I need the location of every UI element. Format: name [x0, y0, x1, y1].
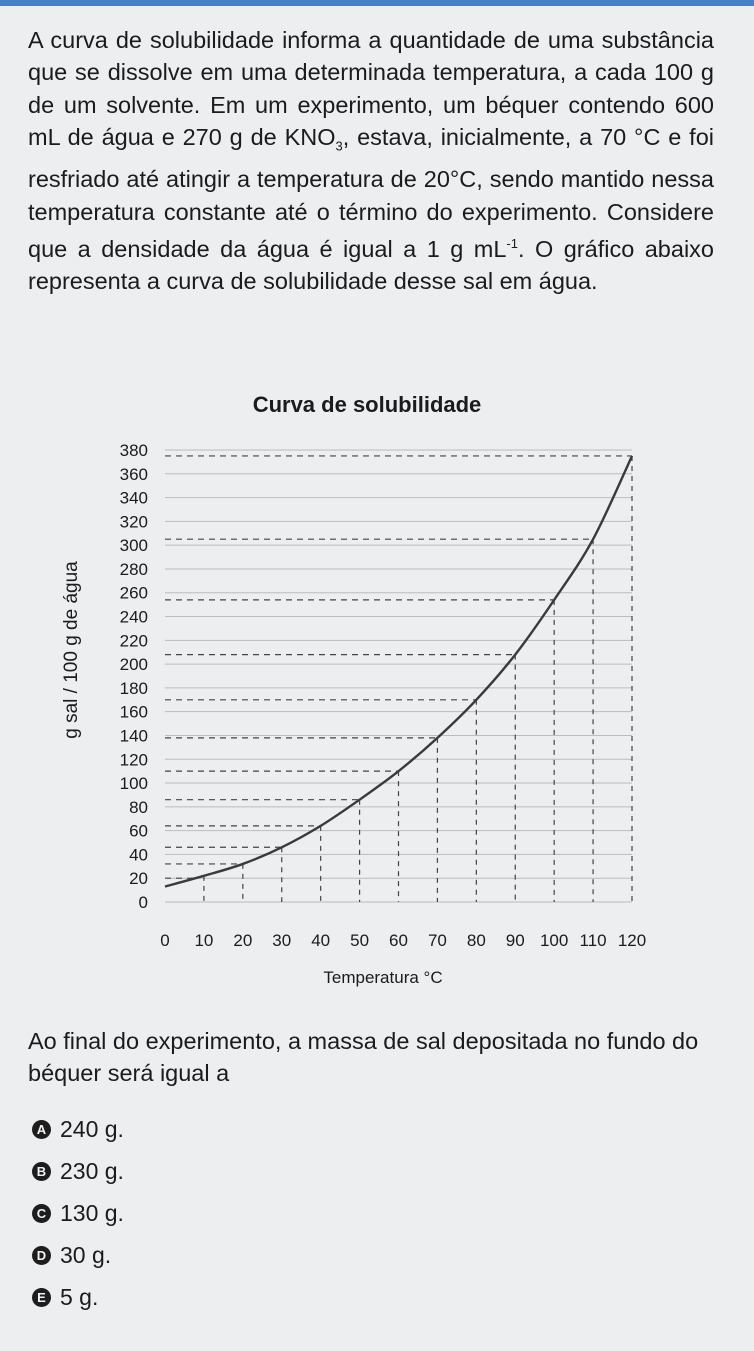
reference-lines — [165, 456, 632, 902]
x-tick-30: 30 — [272, 931, 292, 950]
option-d-letter: D — [32, 1246, 51, 1265]
question-text: Ao final do experimento, a massa de sal depositada no fundo do béquer será igual a — [28, 1028, 699, 1086]
y-tick-300: 300 — [119, 536, 148, 556]
option-b[interactable] — [32, 1150, 432, 1192]
option-c-text: 130 g. — [60, 1199, 124, 1226]
y-tick-360: 360 — [119, 464, 148, 484]
y-tick-60: 60 — [129, 821, 148, 841]
answer-options — [32, 1108, 432, 1318]
x-tick-10: 10 — [194, 931, 214, 950]
y-tick-260: 260 — [119, 583, 148, 603]
x-tick-20: 20 — [233, 931, 253, 950]
option-e[interactable] — [32, 1276, 432, 1318]
y-tick-220: 220 — [119, 631, 148, 651]
x-tick-40: 40 — [311, 931, 331, 950]
x-tick-80: 80 — [466, 931, 486, 950]
density-superscript: -1 — [506, 236, 518, 252]
x-tick-50: 50 — [350, 931, 370, 950]
y-tick-160: 160 — [119, 702, 148, 722]
y-tick-40: 40 — [129, 845, 148, 865]
y-tick-380: 380 — [119, 441, 148, 460]
intro-text-1: A curva de solubilidade informa a quantidade de uma substância que se dissolve em uma determinada temperatura, a cada 100 g de um solvente. Em um experimento, um béquer contendo 600 mL de água e 270 g de — [28, 27, 714, 151]
option-a-letter: A — [32, 1120, 51, 1139]
y-axis-label: g sal / 100 g de água — [61, 561, 82, 739]
solubility-chart — [0, 380, 754, 1000]
option-a[interactable] — [32, 1108, 432, 1150]
y-tick-200: 200 — [119, 655, 148, 675]
chart-title: Curva de solubilidade — [252, 392, 482, 417]
x-tick-100: 100 — [539, 931, 569, 950]
y-tick-280: 280 — [119, 559, 148, 579]
x-tick-110: 110 — [579, 931, 607, 950]
y-tick-180: 180 — [119, 678, 148, 698]
x-tick-60: 60 — [389, 931, 408, 950]
y-tick-100: 100 — [119, 774, 148, 794]
intro-paragraph — [28, 24, 714, 298]
option-a-text: 240 g. — [60, 1115, 124, 1142]
x-tick-labels — [160, 931, 646, 950]
x-tick-70: 70 — [427, 931, 447, 950]
top-accent-bar — [0, 0, 754, 6]
option-d[interactable] — [32, 1234, 432, 1276]
y-tick-320: 320 — [119, 512, 148, 532]
y-tick-labels — [120, 441, 148, 912]
formula-base: KNO — [284, 124, 336, 151]
option-d-text: 30 g. — [60, 1241, 112, 1268]
intro-text-2: , estava, inicialmente, a 70 °C e foi resfriado até atingir a temperatura de 20°C, sendo mantido nessa temperatura constante até o término do experimento. Considere que a densidade da água é igual a 1 g mL — [28, 124, 714, 262]
y-tick-140: 140 — [119, 726, 148, 746]
option-b-text: 230 g. — [60, 1157, 124, 1184]
option-e-letter: E — [32, 1288, 51, 1307]
y-tick-240: 240 — [119, 607, 148, 627]
option-b-letter: B — [32, 1162, 51, 1181]
y-tick-0: 0 — [138, 893, 148, 912]
y-tick-20: 20 — [129, 869, 148, 889]
x-axis-label: Temperatura °C — [323, 968, 443, 987]
y-tick-120: 120 — [119, 750, 148, 770]
x-tick-90: 90 — [505, 931, 525, 950]
x-tick-120: 120 — [617, 931, 647, 950]
y-tick-80: 80 — [129, 797, 148, 817]
option-c-letter: C — [32, 1204, 51, 1223]
y-tick-340: 340 — [119, 488, 148, 508]
option-c[interactable] — [32, 1192, 432, 1234]
intro-text-3: . O gráfico abaixo representa a curva de solubilidade desse sal em água. — [28, 235, 714, 295]
chart-container — [0, 380, 754, 1000]
formula-subscript: 3 — [335, 138, 343, 154]
x-tick-0: 0 — [160, 931, 170, 950]
option-e-text: 5 g. — [60, 1283, 99, 1310]
